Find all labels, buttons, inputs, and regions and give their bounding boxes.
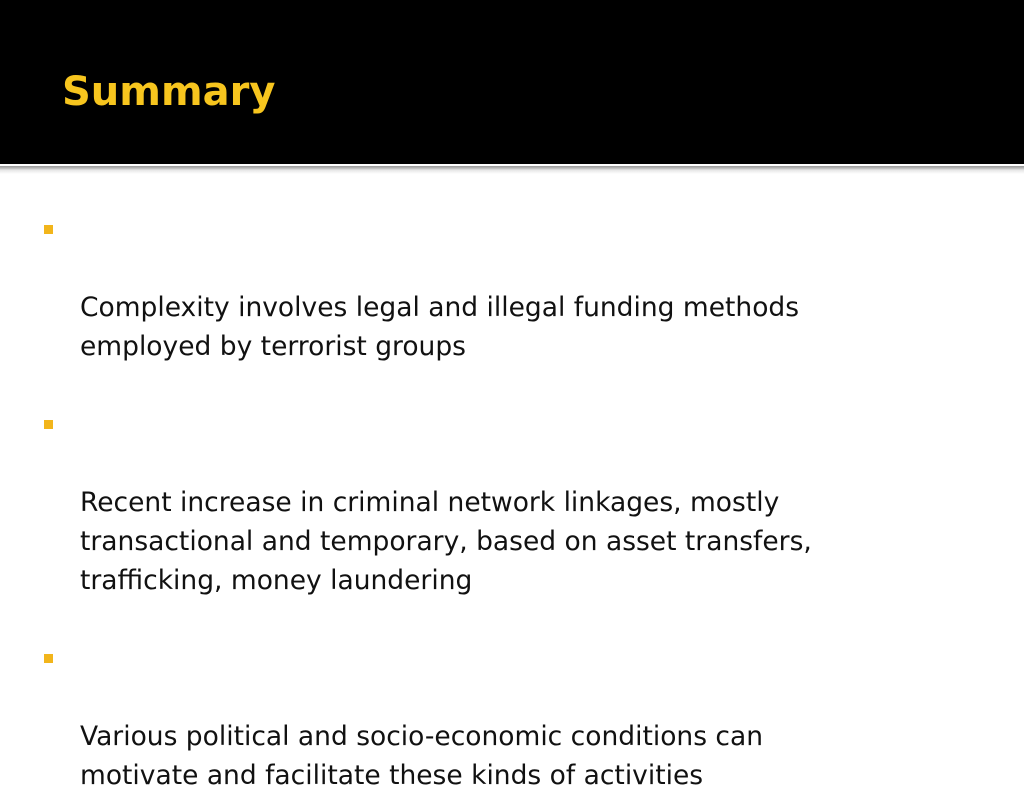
list-item xyxy=(44,210,944,366)
square-bullet-icon xyxy=(44,420,53,429)
slide-title: Summary xyxy=(62,69,276,115)
bullet-list xyxy=(44,210,944,791)
title-bar xyxy=(0,0,1024,164)
square-bullet-icon xyxy=(44,654,53,663)
bullet-text: Various political and socio-economic conditions can motivate and facilitate these kinds of activities xyxy=(80,721,764,791)
bullet-text: Recent increase in criminal network linkages, mostly transactional and temporary, based on asset transfers, trafficking, money laundering xyxy=(80,487,812,596)
square-bullet-icon xyxy=(44,225,53,234)
list-item xyxy=(44,405,944,600)
title-divider xyxy=(0,164,1024,174)
bullet-text: Complexity involves legal and illegal funding methods employed by terrorist groups xyxy=(80,292,800,362)
list-item xyxy=(44,639,944,791)
